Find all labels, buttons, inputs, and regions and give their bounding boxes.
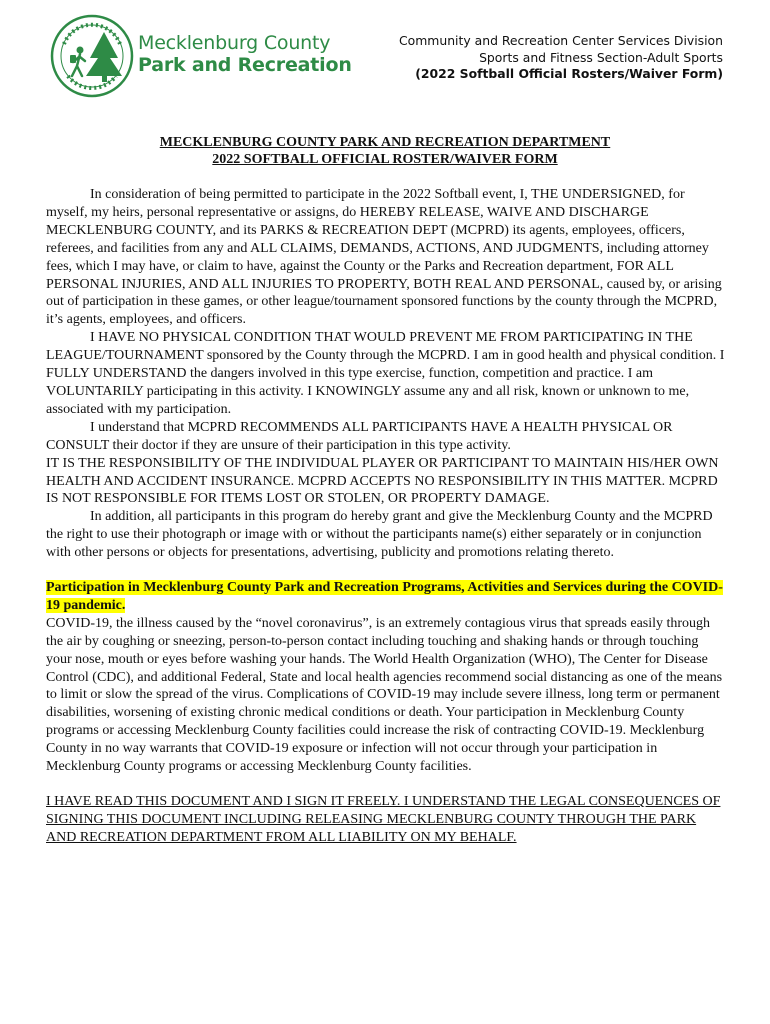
physical-condition-paragraph: I HAVE NO PHYSICAL CONDITION THAT WOULD PREVENT ME FROM PARTICIPATING IN THE LEAGUE/TOURNAMENT sponsored by the County through the MCPRD. I am in good health and physical condition. I FULLY UNDERSTAND the dangers involved in this type exercise, function, competition and practice. I am VOLUNTARILY participating in this activity. I KNOWINGLY assume any and all risk, known or unknown to me, associated with my participation. <box>46 330 725 417</box>
title-line-2: 2022 SOFTBALL OFFICIAL ROSTER/WAIVER FORM <box>212 152 558 167</box>
acknowledgement-paragraph: I HAVE READ THIS DOCUMENT AND I SIGN IT FREELY. I UNDERSTAND THE LEGAL CONSEQUENCES OF SIGNING THIS DOCUMENT INCLUDING RELEASING MECKLENBURG COUNTY THROUGH THE PARK AND RECREATION DEPARTMENT FROM ALL LIABILITY ON MY BEHALF. <box>46 794 721 845</box>
title-line-1: MECKLENBURG COUNTY PARK AND RECREATION DEPARTMENT <box>159 135 611 150</box>
mecklenburg-park-seal-icon <box>50 14 134 98</box>
division-line-2: Sports and Fitness Section-Adult Sports <box>479 49 723 65</box>
covid-heading: Participation in Mecklenburg County Park and Recreation Programs, Activities and Services during the COVID-19 pandemic. <box>46 580 723 613</box>
brand-name <box>138 33 352 77</box>
division-line-3: (2022 Softball Official Rosters/Waiver Form) <box>415 66 723 81</box>
insurance-paragraph: IT IS THE RESPONSIBILITY OF THE INDIVIDUAL PLAYER OR PARTICIPANT TO MAINTAIN HIS/HER OWN HEALTH AND ACCIDENT INSURANCE. MCPRD ACCEPTS NO RESPONSIBILITY IN THIS MATTER. MCPRD IS NOT RESPONSIBLE FOR ITEMS LOST OR STOLEN, OR PROPERTY DAMAGE. <box>46 455 719 507</box>
covid-paragraph: COVID-19, the illness caused by the “novel coronavirus”, is an extremely contagious virus that spreads easily through the air by coughing or sneezing, person-to-person contact including touching and shaking hands or through touching your nose, mouth or eyes before washing your hands. The World Health Organization (WHO), The Center for Disease Control (CDC), and additional Federal, State and local health agencies recommend social distancing as one of the means to limit or slow the spread of the virus. Complications of COVID-19 may include severe illness, long term or permanent disabilities, worsening of existing chronic medical conditions or death. Your participation in Mecklenburg County programs or accessing Mecklenburg County facilities could increase the risk of contracting COVID-19. Mecklenburg County in no way warrants that COVID-19 exposure or infection will not occur through your participation in Mecklenburg County programs or accessing Mecklenburg County facilities. <box>46 615 723 775</box>
photo-release-paragraph: In addition, all participants in this program do hereby grant and give the Mecklenburg County and the MCPRD the right to use their photograph or image with or without the participants name(s) either separately or in conjunction with other persons or objects for presentations, advertising, publicity and promotions relating thereto. <box>46 509 713 561</box>
release-paragraph: In consideration of being permitted to participate in the 2022 Softball event, I, THE UNDERSIGNED, for myself, my heirs, personal representative or assigns, do HEREBY RELEASE, WAIVE AND DISCHARGE MECKLENBURG COUNTY, and its PARKS & RECREATION DEPT (MCPRD) its agents, employees, officers, referees, and facilities from any and ALL CLAIMS, DEMANDS, ACTIONS, AND JUDGMENTS, including attorney fees, which I may have, or claim to have, against the County or the Parks and Recreation department, FOR ALL PERSONAL INJURIES, AND ALL INJURIES TO PROPERTY, BOTH REAL AND PERSONAL, caused by, or arising out of participation in these games, or other league/tournament sponsored functions by the county through the MCPRD, it’s agents, employees, and officers. <box>46 187 722 328</box>
brand-line-1: Mecklenburg County <box>138 32 331 54</box>
division-line-1: Community and Recreation Center Services Division <box>398 33 723 48</box>
document-title <box>0 134 770 168</box>
health-physical-paragraph: I understand that MCPRD RECOMMENDS ALL PARTICIPANTS HAVE A HEALTH PHYSICAL OR CONSULT their doctor if they are unsure of their participation in this type activity. <box>46 419 673 453</box>
waiver-body <box>46 186 726 847</box>
brand-line-2: Park and Recreation <box>138 53 352 76</box>
covid-heading-paragraph <box>46 579 726 615</box>
division-info <box>399 33 723 83</box>
